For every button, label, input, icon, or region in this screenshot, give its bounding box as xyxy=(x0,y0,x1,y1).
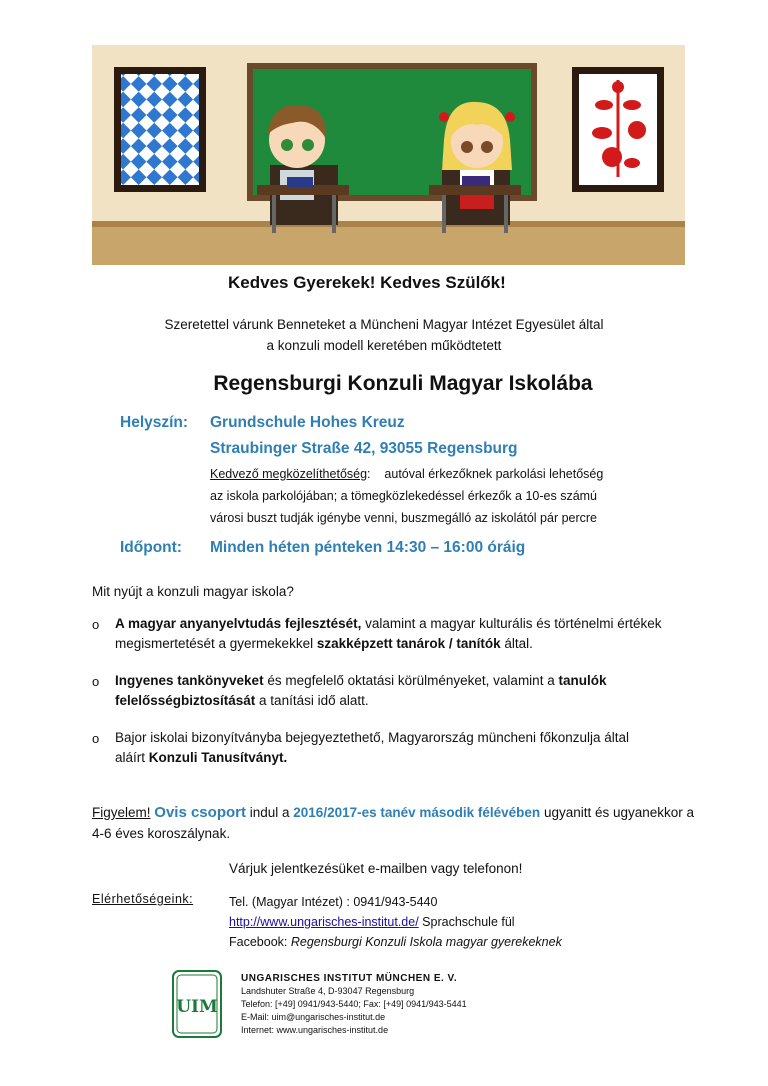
footer-org: UNGARISCHES INSTITUT MÜNCHEN E. V. xyxy=(241,973,458,984)
access-line-2: az iskola parkolójában; a tömegközlekedéssel érkezők a 10-es számú xyxy=(210,489,598,503)
institute-link[interactable]: http://www.ungarisches-institut.de/ xyxy=(229,915,419,929)
term: 2016/2017-es tanév második félévében xyxy=(293,805,541,820)
time-label: Időpont: xyxy=(120,539,182,556)
location-address: Straubinger Straße 42, 93055 Regensburg xyxy=(210,440,518,457)
access-label: Kedvező megközelíthetőség xyxy=(210,467,368,481)
access-line-3: városi buszt tudják igénybe venni, buszmegálló az iskolától pár percre xyxy=(210,511,598,525)
time-value: Minden héten pénteken 14:30 – 16:00 óráig xyxy=(210,539,526,556)
uim-logo xyxy=(172,970,222,1038)
intro-line-2: a konzuli modell keretében működtetett xyxy=(266,338,502,353)
greeting: Kedves Gyerekek! Kedves Szülők! xyxy=(228,273,506,292)
footer-phone: Telefon: [+49] 0941/943-5440; Fax: [+49] 0941/943-5441 xyxy=(241,999,467,1009)
footer-internet: Internet: www.ungarisches-institut.de xyxy=(241,1025,389,1035)
intro-line-1: Szeretettel várunk Benneteket a Müncheni Magyar Intézet Egyesület által xyxy=(164,317,604,332)
floor xyxy=(92,225,685,265)
classroom-illustration xyxy=(92,45,685,265)
bullet-item-3: Bajor iskolai bizonyítványba bejegyeztethető, Magyarország müncheni főkonzulja által aláírt Konzuli Tanusítványt. xyxy=(115,730,630,765)
bullet-marker: o xyxy=(92,731,100,746)
location-label: Helyszín: xyxy=(120,414,189,431)
access-info: Kedvező megközelíthetőség: autóval érkezőknek parkolási lehetőség az iskola parkolójában; a tömegközlekedéssel érkezők a 10-es számú városi buszt tudják igénybe venni, buszmegálló az iskolától pár percre xyxy=(210,463,640,529)
classroom-scene xyxy=(92,45,685,265)
location-name: Grundschule Hohes Kreuz xyxy=(210,414,405,431)
bavarian-flag xyxy=(121,74,199,185)
uim-logo-icon xyxy=(172,970,222,1038)
bullet-item-1: A magyar anyanyelvtudás fejlesztését, valamint a magyar kulturális és történelmi értékek megismertetését a gyermekekkel szakképzett tanárok / tanítók által. xyxy=(115,616,662,651)
bullet-marker: o xyxy=(92,674,100,689)
contacts-label: Elérhetőségeink: xyxy=(92,892,194,906)
bullet-item-2: Ingyenes tankönyveket és megfelelő oktatási körülményeket, valamint a tanulók felelősségbiztosítását a tanítási idő alatt. xyxy=(115,673,607,708)
apply-text: Várjuk jelentkezésüket e-mailben vagy telefonon! xyxy=(229,861,523,876)
attention-label: Figyelem! xyxy=(92,805,151,820)
intro xyxy=(0,314,768,356)
facebook-page: Regensburgi Konzuli Iskola magyar gyerekeknek xyxy=(290,935,562,949)
group-name: Ovis csoport xyxy=(154,804,246,821)
notice: Figyelem! Ovis csoport indul a 2016/2017-es tanév második félévében ugyanitt és ugyanekkor a 4-6 éves koroszálynak. xyxy=(92,804,695,841)
access-line-1: autóval érkezőknek parkolási lehetőség xyxy=(384,467,604,481)
logo-text: UIM xyxy=(176,997,218,1017)
footer-address: Landshuter Straße 4, D-93047 Regensburg xyxy=(241,986,415,996)
page-title: Regensburgi Konzuli Magyar Iskolába xyxy=(213,372,593,395)
contact-phone: Tel. (Magyar Intézet) : 0941/943-5440 xyxy=(229,895,438,909)
offer-question: Mit nyújt a konzuli magyar iskola? xyxy=(92,584,294,599)
bullet-marker: o xyxy=(92,617,100,632)
footer-email: E-Mail: uim@ungarisches-institut.de xyxy=(241,1012,386,1022)
contacts: Tel. (Magyar Intézet) : 0941/943-5440 http://www.ungarisches-institut.de/ Sprachschule fül Facebook: Regensburgi Konzuli Iskola magyar gyerekeknek xyxy=(229,892,562,952)
footer xyxy=(241,972,541,1037)
